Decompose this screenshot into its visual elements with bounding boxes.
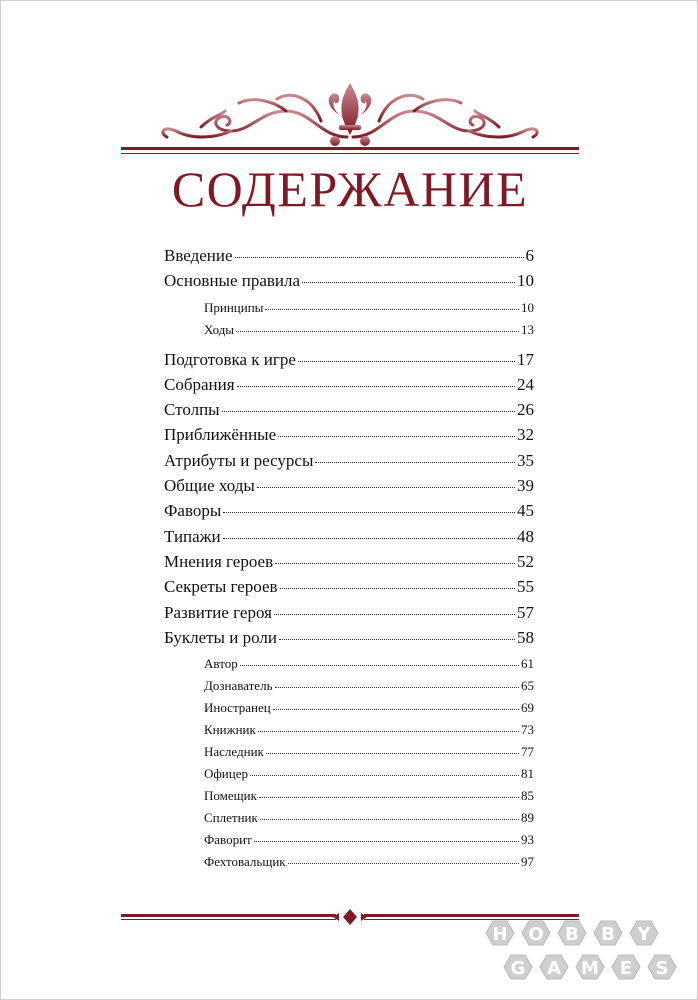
toc-entry[interactable] bbox=[164, 422, 534, 447]
toc-entry-label: Атрибуты и ресурсы bbox=[164, 450, 314, 470]
toc-entry-label: Фаворит bbox=[204, 832, 252, 848]
logo-letter: Y bbox=[637, 924, 651, 945]
logo-letter: O bbox=[528, 924, 544, 945]
toc-entry-label: Помещик bbox=[204, 788, 257, 804]
toc-entry-page-number: 13 bbox=[521, 321, 534, 337]
toc-entry[interactable] bbox=[164, 697, 534, 719]
toc-leader-dots bbox=[223, 512, 515, 513]
toc-entry[interactable] bbox=[164, 268, 534, 293]
hobby-games-logo bbox=[471, 917, 693, 999]
toc-entry-page-number: 93 bbox=[521, 832, 534, 848]
toc-entry[interactable] bbox=[164, 319, 534, 341]
toc-entry[interactable] bbox=[164, 397, 534, 422]
toc-leader-dots bbox=[298, 361, 515, 362]
toc-entry[interactable] bbox=[164, 625, 534, 650]
toc-leader-dots bbox=[315, 462, 515, 463]
toc-entry-page-number: 61 bbox=[521, 656, 534, 672]
toc-entry-label: Приближённые bbox=[164, 425, 277, 445]
toc-leader-dots bbox=[279, 639, 515, 640]
toc-entry-page-number: 97 bbox=[521, 854, 534, 870]
toc-leader-dots bbox=[257, 487, 515, 488]
toc-entry[interactable] bbox=[164, 347, 534, 372]
toc-entry-label: Иностранец bbox=[204, 700, 271, 716]
toc-entry-page-number: 45 bbox=[517, 501, 534, 521]
toc-entry-label: Ходы bbox=[204, 321, 235, 337]
toc-entry[interactable] bbox=[164, 498, 534, 523]
toc-entry-page-number: 73 bbox=[521, 722, 534, 738]
toc-entry-page-number: 17 bbox=[517, 349, 534, 369]
toc-leader-dots bbox=[266, 753, 519, 754]
toc-entry-label: Подготовка к игре bbox=[164, 349, 296, 369]
toc-entry-page-number: 77 bbox=[521, 744, 534, 760]
toc-leader-dots bbox=[240, 665, 519, 666]
toc-entry[interactable] bbox=[164, 297, 534, 319]
toc-leader-dots bbox=[280, 588, 515, 589]
toc-leader-dots bbox=[223, 538, 515, 539]
toc-entry-page-number: 58 bbox=[517, 627, 534, 647]
toc-entry[interactable] bbox=[164, 829, 534, 851]
logo-letter: M bbox=[581, 958, 599, 979]
toc-entry-label: Общие ходы bbox=[164, 476, 255, 496]
toc-entry-page-number: 26 bbox=[517, 400, 534, 420]
toc-leader-dots bbox=[273, 709, 519, 710]
toc-entry-label: Дознаватель bbox=[204, 678, 273, 694]
logo-letter: G bbox=[510, 958, 526, 979]
toc-entry-page-number: 32 bbox=[517, 425, 534, 445]
toc-entry-label: Книжник bbox=[204, 722, 256, 738]
toc-entry-page-number: 81 bbox=[521, 766, 534, 782]
toc-entry[interactable] bbox=[164, 653, 534, 675]
toc-entry[interactable] bbox=[164, 807, 534, 829]
toc-leader-dots bbox=[260, 819, 519, 820]
toc-entry-page-number: 39 bbox=[517, 476, 534, 496]
toc-leader-dots bbox=[274, 614, 515, 615]
toc-entry-page-number: 10 bbox=[521, 299, 534, 315]
toc-entry[interactable] bbox=[164, 473, 534, 498]
toc-entry[interactable] bbox=[164, 719, 534, 741]
toc-entry[interactable] bbox=[164, 524, 534, 549]
toc-entry-label: Введение bbox=[164, 246, 233, 265]
toc-entry-page-number: 69 bbox=[521, 700, 534, 716]
toc-entry-label: Фаворы bbox=[164, 501, 222, 521]
toc-entry-label: Автор bbox=[204, 656, 238, 672]
logo-letter: S bbox=[655, 958, 669, 979]
toc-entry-label: Основные правила bbox=[164, 271, 301, 291]
toc-leader-dots bbox=[278, 436, 515, 437]
toc-entry-label: Собрания bbox=[164, 374, 235, 394]
logo-letter: A bbox=[547, 958, 561, 979]
toc-entry-page-number: 52 bbox=[517, 551, 534, 571]
toc-entry-page-number: 89 bbox=[521, 810, 534, 826]
logo-letter: H bbox=[492, 924, 508, 945]
toc-leader-dots bbox=[222, 411, 515, 412]
toc-entry-label: Наследник bbox=[204, 744, 264, 760]
page-title: СОДЕРЖАНИЕ bbox=[171, 161, 529, 217]
toc-entry-label: Сплетник bbox=[204, 810, 258, 826]
toc-leader-dots bbox=[258, 731, 519, 732]
toc-entry-page-number: 24 bbox=[517, 374, 534, 394]
toc-entry[interactable] bbox=[164, 741, 534, 763]
toc-entry-label: Столпы bbox=[164, 400, 220, 420]
toc-entry-page-number: 35 bbox=[517, 450, 534, 470]
toc-leader-dots bbox=[237, 386, 515, 387]
toc-entry-label: Офицер bbox=[204, 766, 248, 782]
toc-entry-page-number: 10 bbox=[517, 271, 534, 291]
toc-leader-dots bbox=[288, 863, 519, 864]
toc-entry-label: Мнения героев bbox=[164, 551, 274, 571]
toc-leader-dots bbox=[235, 257, 524, 258]
toc-entry-page-number: 85 bbox=[521, 788, 534, 804]
toc-entry[interactable] bbox=[164, 851, 534, 873]
toc-leader-dots bbox=[254, 841, 519, 842]
toc-leader-dots bbox=[265, 309, 519, 310]
toc-entry-page-number: 6 bbox=[525, 246, 534, 265]
toc-entry[interactable] bbox=[164, 448, 534, 473]
toc-entry-page-number: 57 bbox=[517, 602, 534, 622]
toc-entry[interactable] bbox=[164, 243, 534, 268]
toc-leader-dots bbox=[250, 775, 519, 776]
toc-leader-dots bbox=[236, 331, 519, 332]
toc-entry[interactable] bbox=[164, 372, 534, 397]
toc-entry-label: Развитие героя bbox=[164, 602, 272, 622]
toc-entry-label: Принципы bbox=[204, 299, 264, 315]
toc-leader-dots bbox=[275, 563, 515, 564]
toc-leader-dots bbox=[275, 687, 520, 688]
ornament-flourish-icon bbox=[121, 81, 579, 159]
toc-entry-label: Буклеты и роли bbox=[164, 627, 277, 647]
toc-entry[interactable] bbox=[164, 574, 534, 599]
toc-entry-page-number: 48 bbox=[517, 526, 534, 546]
logo-letter: B bbox=[565, 924, 579, 945]
toc-leader-dots bbox=[302, 282, 515, 283]
toc-entry-page-number: 65 bbox=[521, 678, 534, 694]
toc-leader-dots bbox=[259, 797, 519, 798]
toc-entry[interactable] bbox=[164, 549, 534, 574]
logo-letter: E bbox=[619, 958, 633, 979]
toc-entry[interactable] bbox=[164, 600, 534, 625]
toc-entry[interactable] bbox=[164, 675, 534, 697]
toc-entry-label: Фехтовальщик bbox=[204, 854, 286, 870]
toc-entry-page-number: 55 bbox=[517, 577, 534, 597]
toc-entry[interactable] bbox=[164, 785, 534, 807]
table-of-contents bbox=[164, 243, 534, 879]
toc-entry-label: Типажи bbox=[164, 526, 221, 546]
toc-entry-label: Секреты героев bbox=[164, 577, 278, 597]
logo-letter: B bbox=[601, 924, 615, 945]
toc-entry[interactable] bbox=[164, 763, 534, 785]
